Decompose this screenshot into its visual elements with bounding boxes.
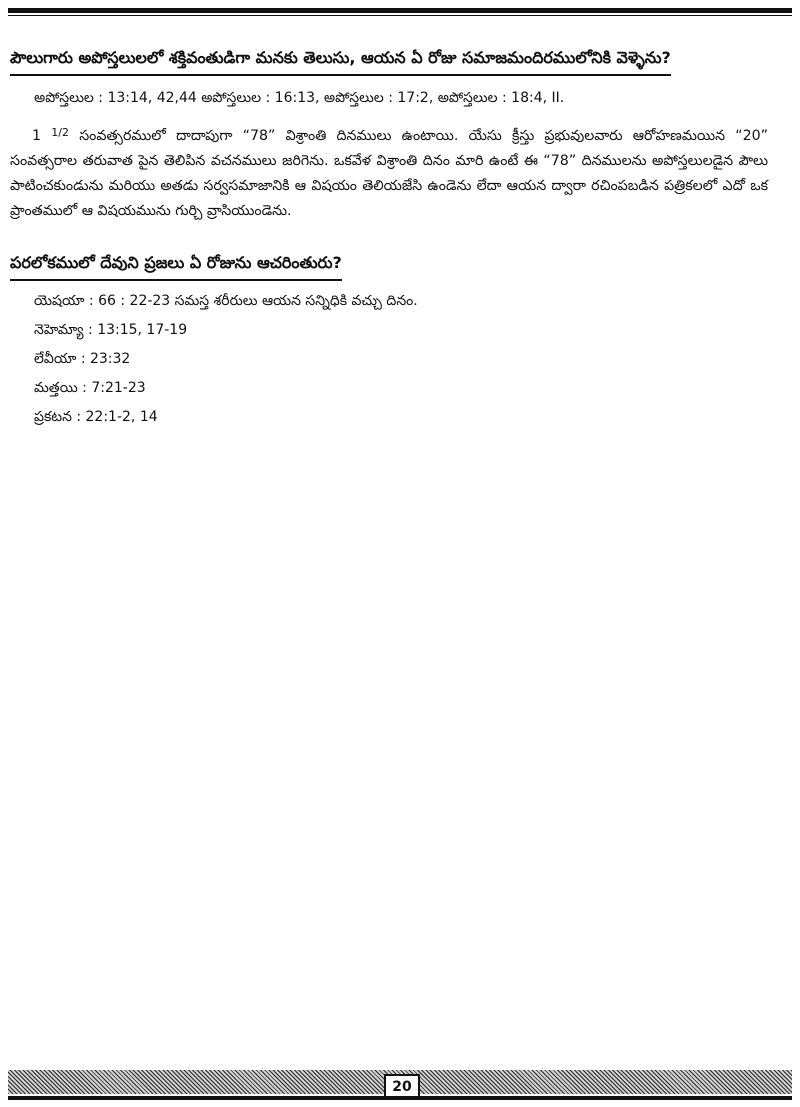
question-heading: పౌలుగారు అపోస్తలులలో శక్తివంతుడిగా మనకు తెలుసు, ఆయన ఏ రోజు సమాజమందిరములోనికి వెళ్ళెను?	[10, 48, 671, 76]
paragraph-lead-number: 1	[32, 128, 42, 144]
scripture-reference: లేవీయా : 23:32	[34, 351, 131, 367]
body-paragraph	[10, 120, 768, 224]
question-heading: పరలోకములో దేవుని ప్రజలు ఏ రోజును ఆచరింతురు?	[10, 253, 342, 281]
scripture-reference: మత్తయి : 7:21-23	[34, 380, 146, 396]
scripture-reference: యెషయా : 66 : 22-23 సమస్త శరీరులు ఆయన సన్నిధికి వచ్చు దినం.	[34, 293, 418, 309]
paragraph-text: సంవత్సరములో దాదాపుగా “78” విశ్రాంతి దినములు ఉంటాయి. యేసు క్రీస్తు ప్రభువులవారు ఆరోహణమయిన “20” సంవత్సరాల తరువాత పైన తెలిపిన వచనములు జరిగెను. ఒకవేళ విశ్రాంతి దినం మారి ఉంటే ఈ “78” దినములను అపోస్తలులడైన పౌలు పాటించకుండును మరియు అతడు సర్వసమాజానికి ఆ విషయం తెలియజేసి ఉండెను లేదా ఆయన ద్వారా రచింపబడిన పత్రికలలో ఎదో ఒక ప్రాంతములో ఆ విషయమును గుర్చి వ్రాసియుండెను.	[10, 128, 769, 219]
scripture-reference: అపోస్తలుల : 13:14, 42,44 అపోస్తలుల : 16:13, అపోస్తలుల : 17:2, అపోస్తలుల : 18:4, II.	[34, 90, 565, 106]
top-rule-thin	[8, 15, 792, 16]
paragraph-fraction: 1/2	[51, 126, 69, 139]
bottom-rule	[8, 1096, 792, 1100]
page-number: 20	[384, 1074, 420, 1100]
scripture-reference: ప్రకటన : 22:1-2, 14	[34, 409, 158, 425]
scripture-reference: నెహెమ్యా : 13:15, 17-19	[34, 322, 188, 338]
top-rule-thick	[8, 8, 792, 13]
